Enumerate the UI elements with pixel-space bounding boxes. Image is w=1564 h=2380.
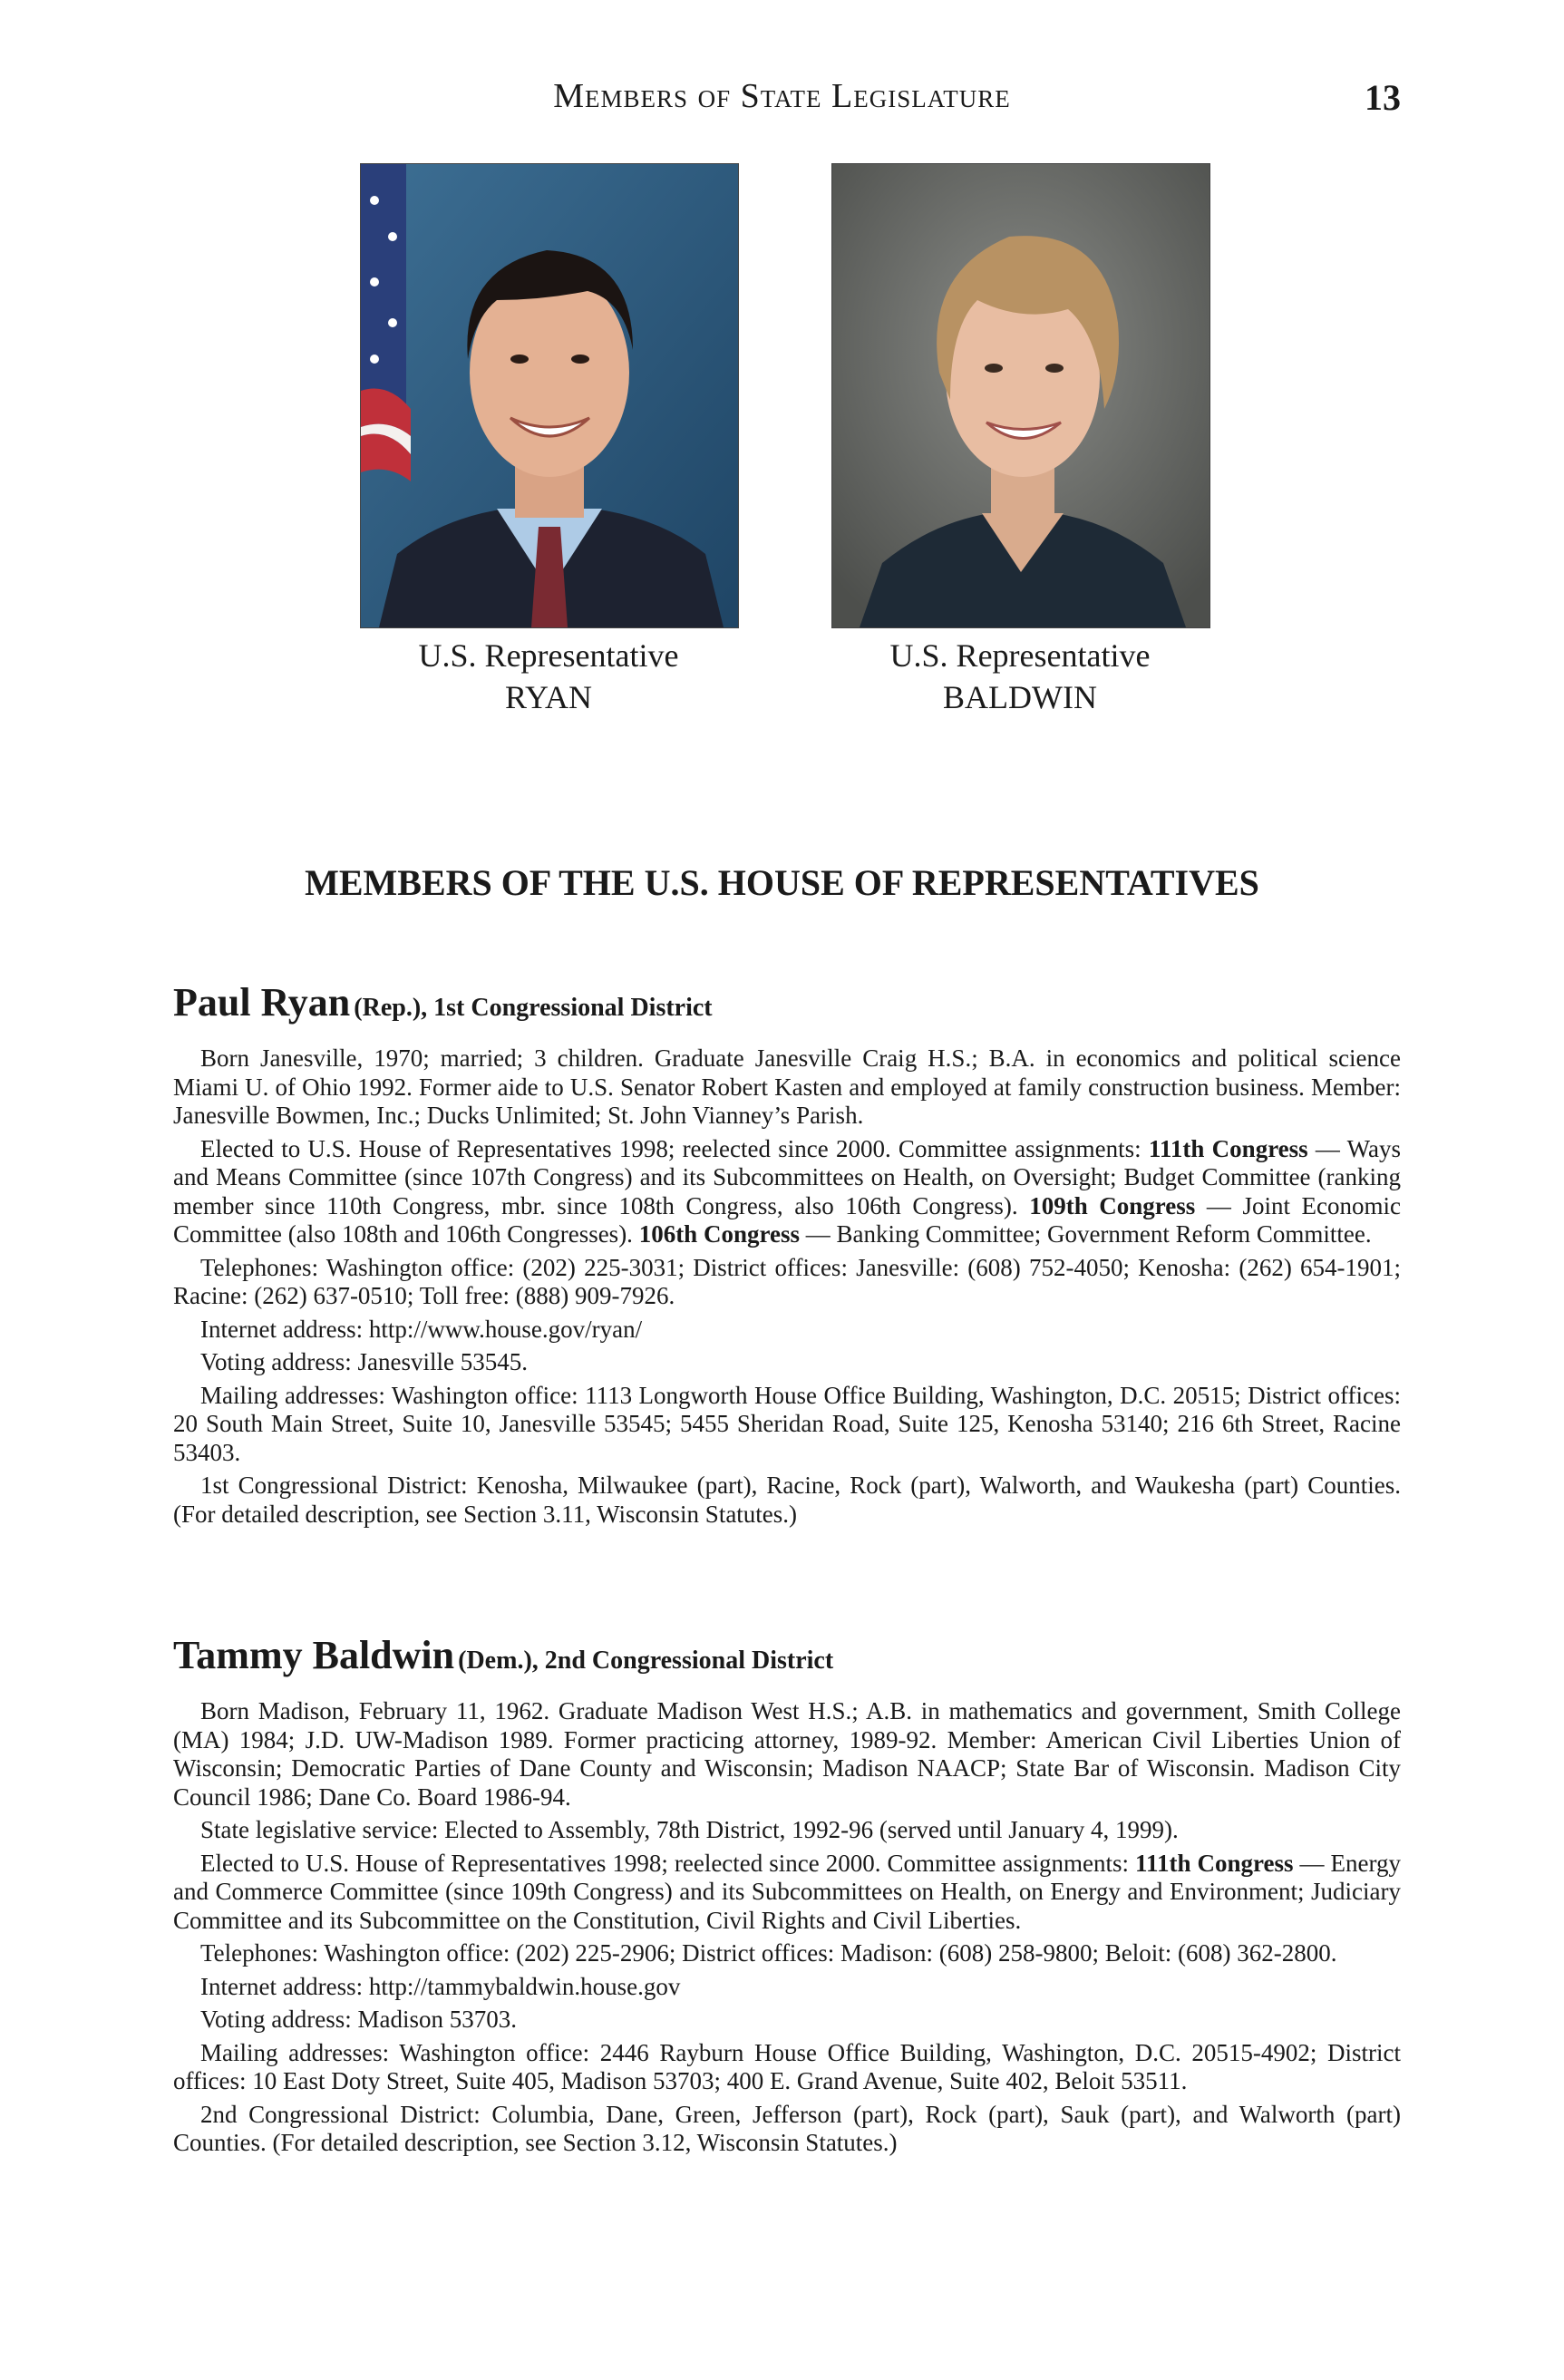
bio-internet: Internet address: http://www.house.gov/ryan/ <box>200 1315 643 1343</box>
bio-voting: Voting address: Madison 53703. <box>200 2006 517 2033</box>
bio-mailing: Mailing addresses: Washington office: 1113 Longworth House Office Building, Washington, D.C. 20515; District offices: 20 South Main Street, Suite 10, Janesville 53545; 5455 Sheridan Road, Suite 125, Kenosha 53140; 216 6th Street, Racine 53403. <box>173 1381 1401 1466</box>
member-name: Paul Ryan <box>173 980 351 1025</box>
bio-district: 2nd Congressional District: Columbia, Dane, Green, Jefferson (part), Rock (part), Sauk (part), and Walworth (part) Counties. (For detailed description, see Section 3.12, Wisconsin Statutes.) <box>173 2100 1401 2156</box>
bio-heading <box>173 979 1401 1035</box>
member-party: (Dem.) <box>458 1647 532 1675</box>
caption-role: U.S. Representative <box>418 637 679 674</box>
bio-mailing: Mailing addresses: Washington office: 2446 Rayburn House Office Building, Washington, D.C. 20515-4902; District offices: 10 East Doty Street, Suite 405, Madison 53703; 400 E. Grand Avenue, Suite 402, Beloit 53511. <box>173 2038 1401 2094</box>
caption-role: U.S. Representative <box>889 637 1151 674</box>
section-title: MEMBERS OF THE U.S. HOUSE OF REPRESENTATIVES <box>305 862 1259 903</box>
bio-ryan <box>173 979 1401 1533</box>
bio-telephones: Telephones: Washington office: (202) 225-3031; District offices: Janesville: (608) 752-4050; Kenosha: (262) 654-1901; Racine: (262) 637-0510; Toll free: (888) 909-7926. <box>173 1253 1401 1309</box>
caption-name: RYAN <box>504 679 593 715</box>
portrait-caption-ryan <box>313 635 784 718</box>
portrait-ryan <box>360 163 739 628</box>
bio-born: Born Madison, February 11, 1962. Graduate Madison West H.S.; A.B. in mathematics and government, Smith College (MA) 1984; J.D. UW-Madison 1989. Former practicing attorney, 1989-92. Member: American Civil Liberties Union of Wisconsin; Democratic Parties of Dane County and Wisconsin; Madison NAACP; State Bar of Wisconsin. Madison City Council 1986; Dane Co. Board 1986-94. <box>173 1697 1401 1811</box>
bio-internet: Internet address: http://tammybaldwin.house.gov <box>200 1972 681 2000</box>
bio-telephones: Telephones: Washington office: (202) 225-2906; District offices: Madison: (608) 258-9800; Beloit: (608) 362-2800. <box>200 1939 1337 1967</box>
bio-born: Born Janesville, 1970; married; 3 children. Graduate Janesville Craig H.S.; B.A. in economics and political science Miami U. of Ohio 1992. Former aide to U.S. Senator Robert Kasten and employed at family construction business. Member: Janesville Bowmen, Inc.; Ducks Unlimited; St. John Vianney’s Parish. <box>173 1044 1401 1129</box>
bio-elected: Elected to U.S. House of Representatives 1998; reelected since 2000. Committee assignments: 111th Congress — Energy and Commerce Committee (since 109th Congress) and its Subcommittees on Health, on Energy and Environment; Judiciary Committee and its Subcommittee on the Constitution, Civil Rights and Civil Liberties. <box>173 1849 1401 1934</box>
bio-state-service: State legislative service: Elected to Assembly, 78th District, 1992-96 (served until January 4, 1999). <box>200 1816 1179 1843</box>
member-party: (Rep.) <box>354 994 422 1022</box>
caption-name: BALDWIN <box>943 679 1097 715</box>
member-district: , 1st Congressional District <box>421 994 713 1022</box>
bio-baldwin <box>173 1632 1401 2162</box>
page-number: 13 <box>1365 77 1401 118</box>
bio-district: 1st Congressional District: Kenosha, Milwaukee (part), Racine, Rock (part), Walworth, and Waukesha (part) Counties. (For detailed description, see Section 3.11, Wisconsin Statutes.) <box>173 1472 1401 1528</box>
portrait-caption-baldwin <box>784 635 1256 718</box>
member-name: Tammy Baldwin <box>173 1633 455 1677</box>
member-district: , 2nd Congressional District <box>531 1647 834 1675</box>
bio-heading <box>173 1632 1401 1688</box>
portrait-baldwin <box>831 163 1210 628</box>
bio-elected: Elected to U.S. House of Representatives 1998; reelected since 2000. Committee assignments: 111th Congress — Ways and Means Committee (since 107th Congress) and its Subcommittees on Health, on Oversight; Budget Committee (ranking member since 110th Congress, mbr. since 108th Congress, also 106th Congress). 109th Congress — Joint Economic Committee (also 108th and 106th Congresses). 106th Congress — Banking Committee; Government Reform Committee. <box>173 1134 1401 1248</box>
bio-voting: Voting address: Janesville 53545. <box>200 1348 528 1375</box>
running-header <box>0 76 1564 131</box>
running-title: Members of State Legislature <box>553 77 1011 115</box>
